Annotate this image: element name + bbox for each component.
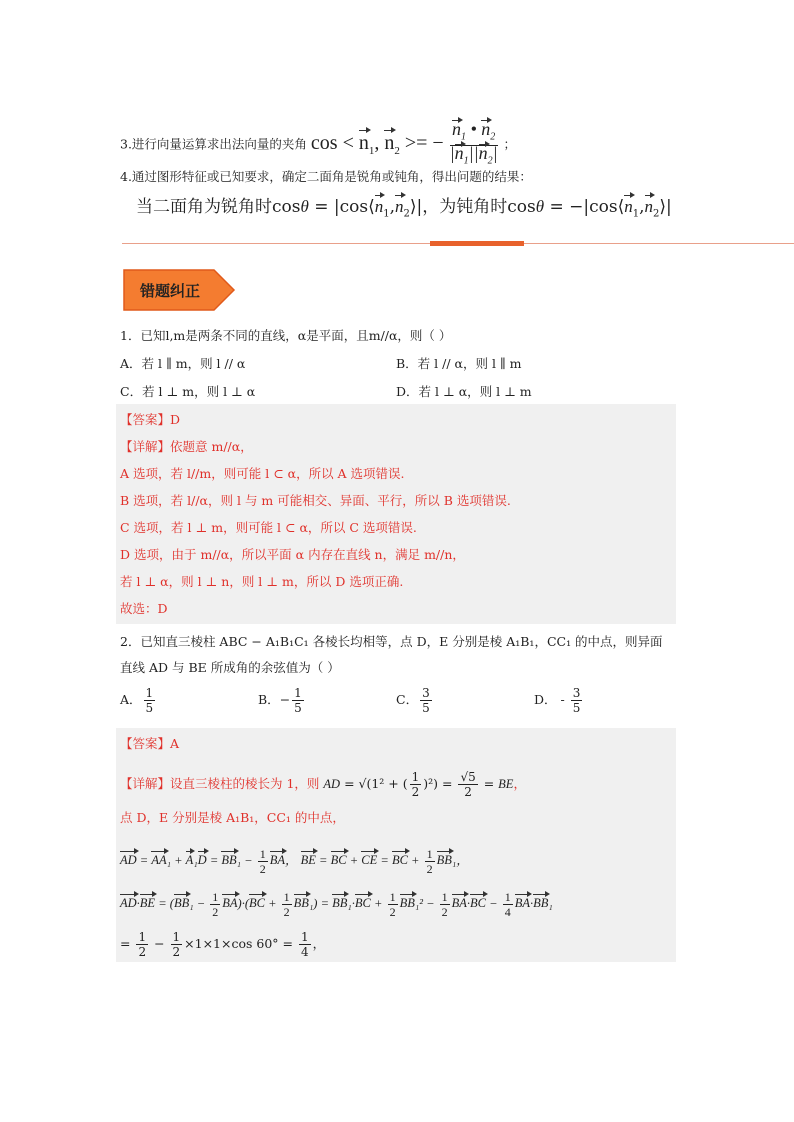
q1-option-d: D．若 l ⊥ α，则 l ⊥ m (396, 384, 532, 399)
q2-detail-midpoints: 点 D，E 分别是棱 A₁B₁，CC₁ 的中点， (120, 810, 345, 825)
q1-stem: 1．已知l,m是两条不同的直线，α是平面，且m//α，则（ ） (120, 328, 452, 343)
q1-answer: 【答案】D (120, 412, 181, 427)
q1-detail-c: C 选项，若 l ⊥ m，则可能 l ⊂ α，所以 C 选项错误. (120, 520, 417, 535)
q1-detail-b: B 选项，若 l//α，则 l 与 m 可能相交、异面、平行，所以 B 选项错误. (120, 493, 511, 508)
q2-answer: 【答案】A (120, 736, 180, 751)
q2-option-c: C． $\frac{3}{5}$ (396, 686, 430, 715)
q1-detail-d2: 若 l ⊥ α，则 l ⊥ n，则 l ⊥ m，所以 D 选项正确. (120, 574, 404, 589)
q2-detail: 【详解】设直三棱柱的棱长为 1，则 AD = √(1² + ( $\frac{1}{2}$ )²) = $\frac{√5}{2}$ = BE， (120, 770, 526, 799)
q2-vector-decomposition: AD = AA₁ + A₁D = BB₁ − $\frac{1}{2}$ BA， BE = BC + CE = BC + $\frac{1}{2}$ BB₁， (120, 847, 469, 876)
q1-detail-d: D 选项，由于 m//α，所以平面 α 内存在直线 n，满足 m//n， (120, 547, 465, 562)
q2-result: = $\frac{1}{2}$ − $\frac{1}{2}$ ×1×1×cos 60° = $\frac{1}{4}$ ， (120, 930, 326, 959)
q1-conclusion: 故选：D (120, 601, 168, 616)
q1-detail: 【详解】依题意 m//α， (120, 439, 253, 454)
q2-stem-line1: 2．已知直三棱柱 ABC − A₁B₁C₁ 各棱长均相等，点 D，E 分别是棱 A₁B₁，CC₁ 的中点，则异面 (120, 634, 663, 649)
divider-accent (430, 241, 524, 246)
q1-option-b: B．若 l // α，则 l ∥ m (396, 356, 522, 371)
section-badge (122, 268, 236, 312)
q2-dot-product: AD·BE = (BB₁ − $\frac{1}{2}$ BA)·(BC + $\frac{1}{2}$ BB₁) = BB₁·BC + $\frac{1}{2}$ BB₁² − $\frac{1}{2}$ BA·BC − $\frac{1}{4}$ BA·BB₁ (120, 890, 553, 919)
step4-formula: 当二面角为锐角时$\cos\theta = |\cos⟨n_1,n_2⟩|$，为钝角时$\cos\theta = -|\cos⟨n_1,n_2⟩|$ (136, 197, 672, 220)
section-title: 错题纠正 (140, 282, 201, 300)
step3-text: 3.进行向量运算求出法向量的夹角 $\cos < n_1$, $n_2$ >= − $\frac{n_1 • n_2}{|n_1||n_2|}$ ； (120, 119, 517, 167)
q2-option-d: D． - $\frac{3}{5}$ (534, 686, 581, 715)
q2-stem-line2: 直线 AD 与 BE 所成角的余弦值为（ ） (120, 660, 340, 675)
q2-answer-panel (116, 728, 676, 962)
step4-text: 4.通过图形特征或已知要求，确定二面角是锐角或钝角，得出问题的结果： (120, 169, 532, 184)
q2-option-a: A． $\frac{1}{5}$ (120, 686, 154, 715)
step3-fraction: $\frac{n_1 • n_2}{|n_1||n_2|}$ (449, 119, 498, 167)
q1-option-a: A．若 l ∥ m，则 l // α (120, 356, 246, 371)
q2-option-b: B．− $\frac{1}{5}$ (258, 686, 302, 715)
q1-option-c: C．若 l ⊥ m，则 l ⊥ α (120, 384, 256, 399)
q1-detail-a: A 选项，若 l//m，则可能 l ⊂ α，所以 A 选项错误. (120, 466, 405, 481)
